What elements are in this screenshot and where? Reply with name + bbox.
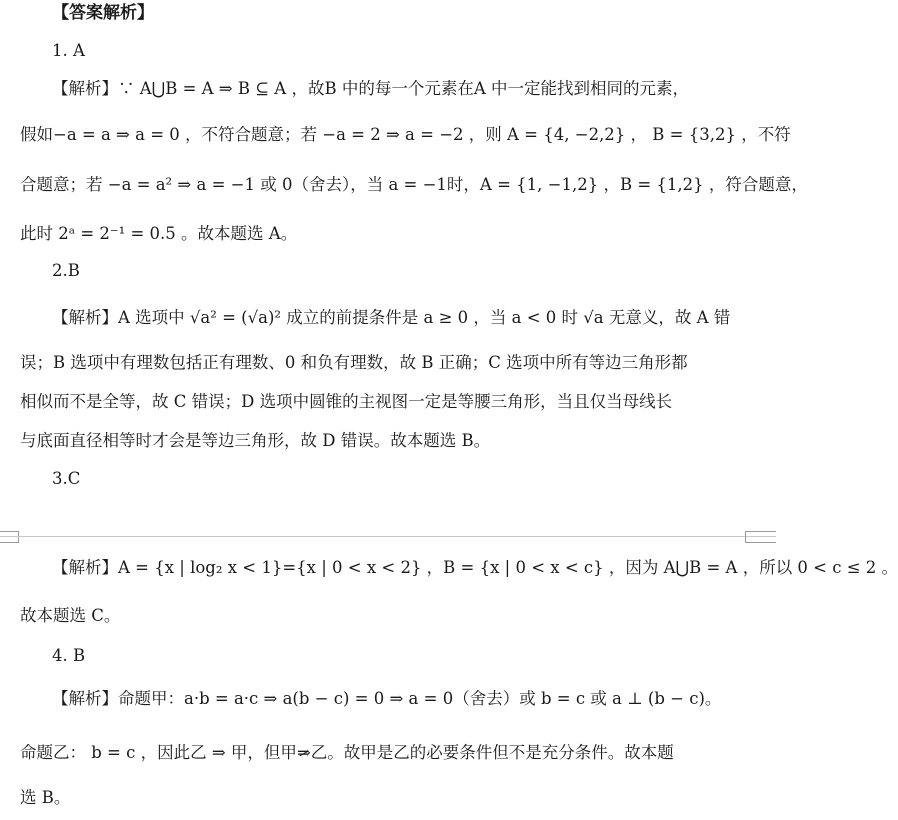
q1-line-4: 此时 2ᵃ = 2⁻¹ = 0.5 。故本题选 A。 — [20, 224, 298, 243]
q3-line-2: 故本题选 C。 — [20, 606, 121, 625]
q3-line-1: 【解析】A = {x | log₂ x < 1}={x | 0 < x < 2} ，B = {x | 0 < x < c} ，因为 A⋃B = A ，所以 0 < c ≤ 2 。 — [52, 558, 898, 577]
page-break-line — [0, 536, 776, 537]
q1-answer: 1. A — [52, 41, 85, 60]
answer-header: 【答案解析】 — [52, 3, 154, 23]
q1-line-1: 【解析】∵ A⋃B = A ⇒ B ⊆ A ，故B 中的每一个元素在A 中一定能找到相同的元素， — [52, 79, 689, 98]
q4-line-3: 选 B。 — [20, 788, 71, 807]
q4-line-1: 【解析】命题甲：a·b = a·c ⇒ a(b − c) = 0 ⇒ a = 0（舍去）或 b = c 或 a ⊥ (b − c)。 — [52, 689, 722, 708]
page-break-marker-left — [0, 531, 19, 543]
q4-line-2-part-1: 命题乙： b = c ，因此乙 ⇒ 甲，但甲 — [20, 743, 297, 762]
q4-line-2 — [20, 742, 674, 764]
q1-line-2: 假如−a = a ⇒ a = 0 ，不符合题意；若 −a = 2 ⇒ a = −2 ，则 A = {4, −2,2} ， B = {3,2} ，不符 — [20, 125, 791, 144]
q2-answer: 2.B — [52, 261, 80, 280]
q2-line-3: 相似而不是全等，故 C 错误；D 选项中圆锥的主视图一定是等腰三角形，当且仅当母线长 — [20, 392, 673, 411]
page-break-marker-right — [745, 531, 776, 543]
q2-line-2: 误；B 选项中有理数包括正有理数、0 和负有理数，故 B 正确；C 选项中所有等边三角形都 — [20, 353, 688, 372]
q4-answer: 4. B — [52, 646, 86, 665]
q1-line-3: 合题意；若 −a = a² ⇒ a = −1 或 0（舍去），当 a = −1时，A = {1, −1,2} ，B = {1,2} ，符合题意， — [20, 175, 808, 194]
q2-line-1: 【解析】A 选项中 √a² = (√a)² 成立的前提条件是 a ≥ 0 ，当 a < 0 时 √a 无意义，故 A 错 — [52, 308, 731, 327]
not-implies-symbol: ⇒ — [296, 743, 311, 762]
q3-answer: 3.C — [52, 469, 81, 488]
q2-line-4: 与底面直径相等时才会是等边三角形，故 D 错误。故本题选 B。 — [20, 431, 491, 450]
q4-line-2-part-2: 乙。故甲是乙的必要条件但不是充分条件。故本题 — [310, 743, 674, 762]
